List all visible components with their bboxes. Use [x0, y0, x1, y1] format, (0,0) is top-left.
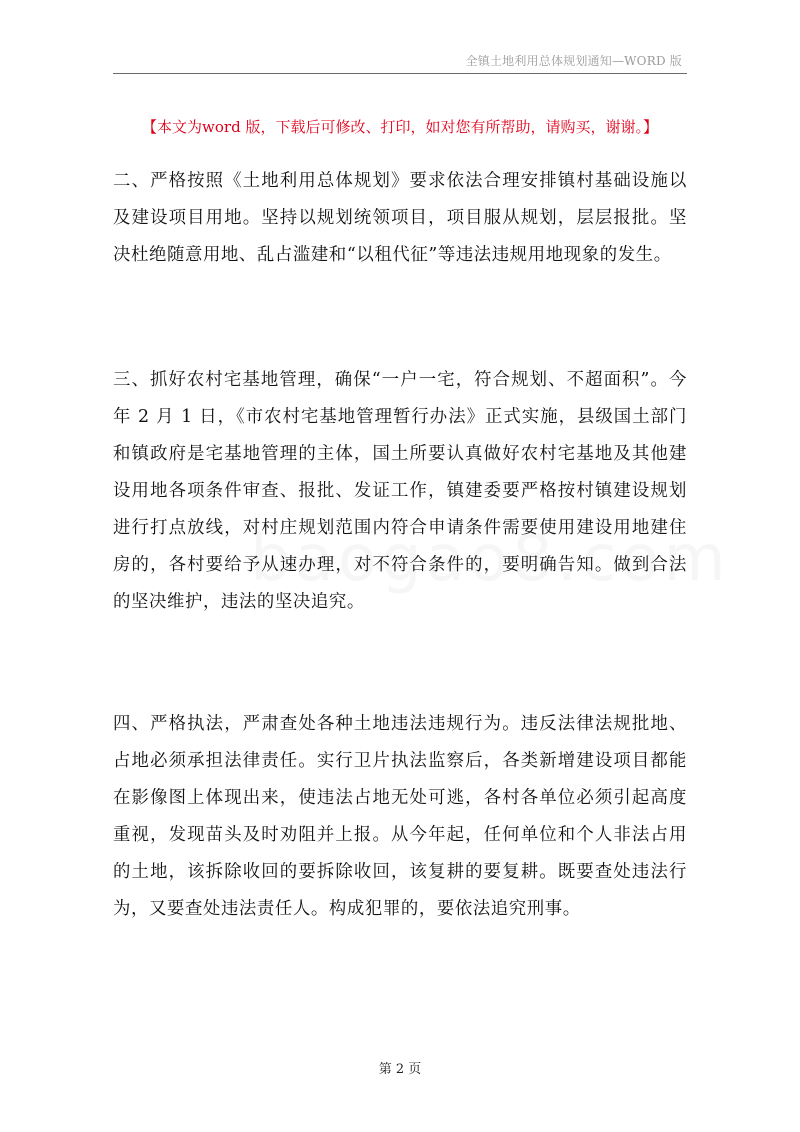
paragraph-section-2: 二、严格按照《土地利用总体规划》要求依法合理安排镇村基础设施以及建设项目用地。坚持以规划统领项目，项目服从规划，层层报批。坚决杜绝随意用地、乱占滥建和“以租代征”等违法违规用地现象的发生。 [113, 171, 687, 265]
running-header: 全镇土地利用总体规划通知—WORD 版 [465, 54, 682, 68]
purchase-notice: 【本文为word 版，下载后可修改、打印，如对您有所帮助，请购买，谢谢。】 [142, 118, 658, 136]
header-divider [113, 73, 687, 74]
paragraph-section-3: 三、抓好农村宅基地管理，确保“一户一宅，符合规划、不超面积”。今年 2 月 1 日，《市农村宅基地管理暂行办法》正式实施，县级国土部门和镇政府是宅基地管理的主体，国土所要认真做好农村宅基地及其他建设用地各项条件审查、报批、发证工作，镇建委要严格按村镇建设规划进行打点放线，对村庄规划范围内符合申请条件需要使用建设用地建住房的，各村要给予从速办理，对不符合条件的，要明确告知。做到合法的坚决维护，违法的坚决追究。 [113, 370, 687, 612]
paragraph-section-4: 四、严格执法，严肃查处各种土地违法违规行为。违反法律法规批地、占地必须承担法律责任。实行卫片执法监察后，各类新增建设项目都能在影像图上体现出来，使违法占地无处可逃，各村各单位必须引起高度重视，发现苗头及时劝阻并上报。从今年起，任何单位和个人非法占用的土地，该拆除收回的要拆除收回，该复耕的要复耕。既要查处违法行为，又要查处违法责任人。构成犯罪的，要依法追究刑事。 [113, 714, 687, 919]
page-number: 第 2 页 [378, 1062, 422, 1077]
